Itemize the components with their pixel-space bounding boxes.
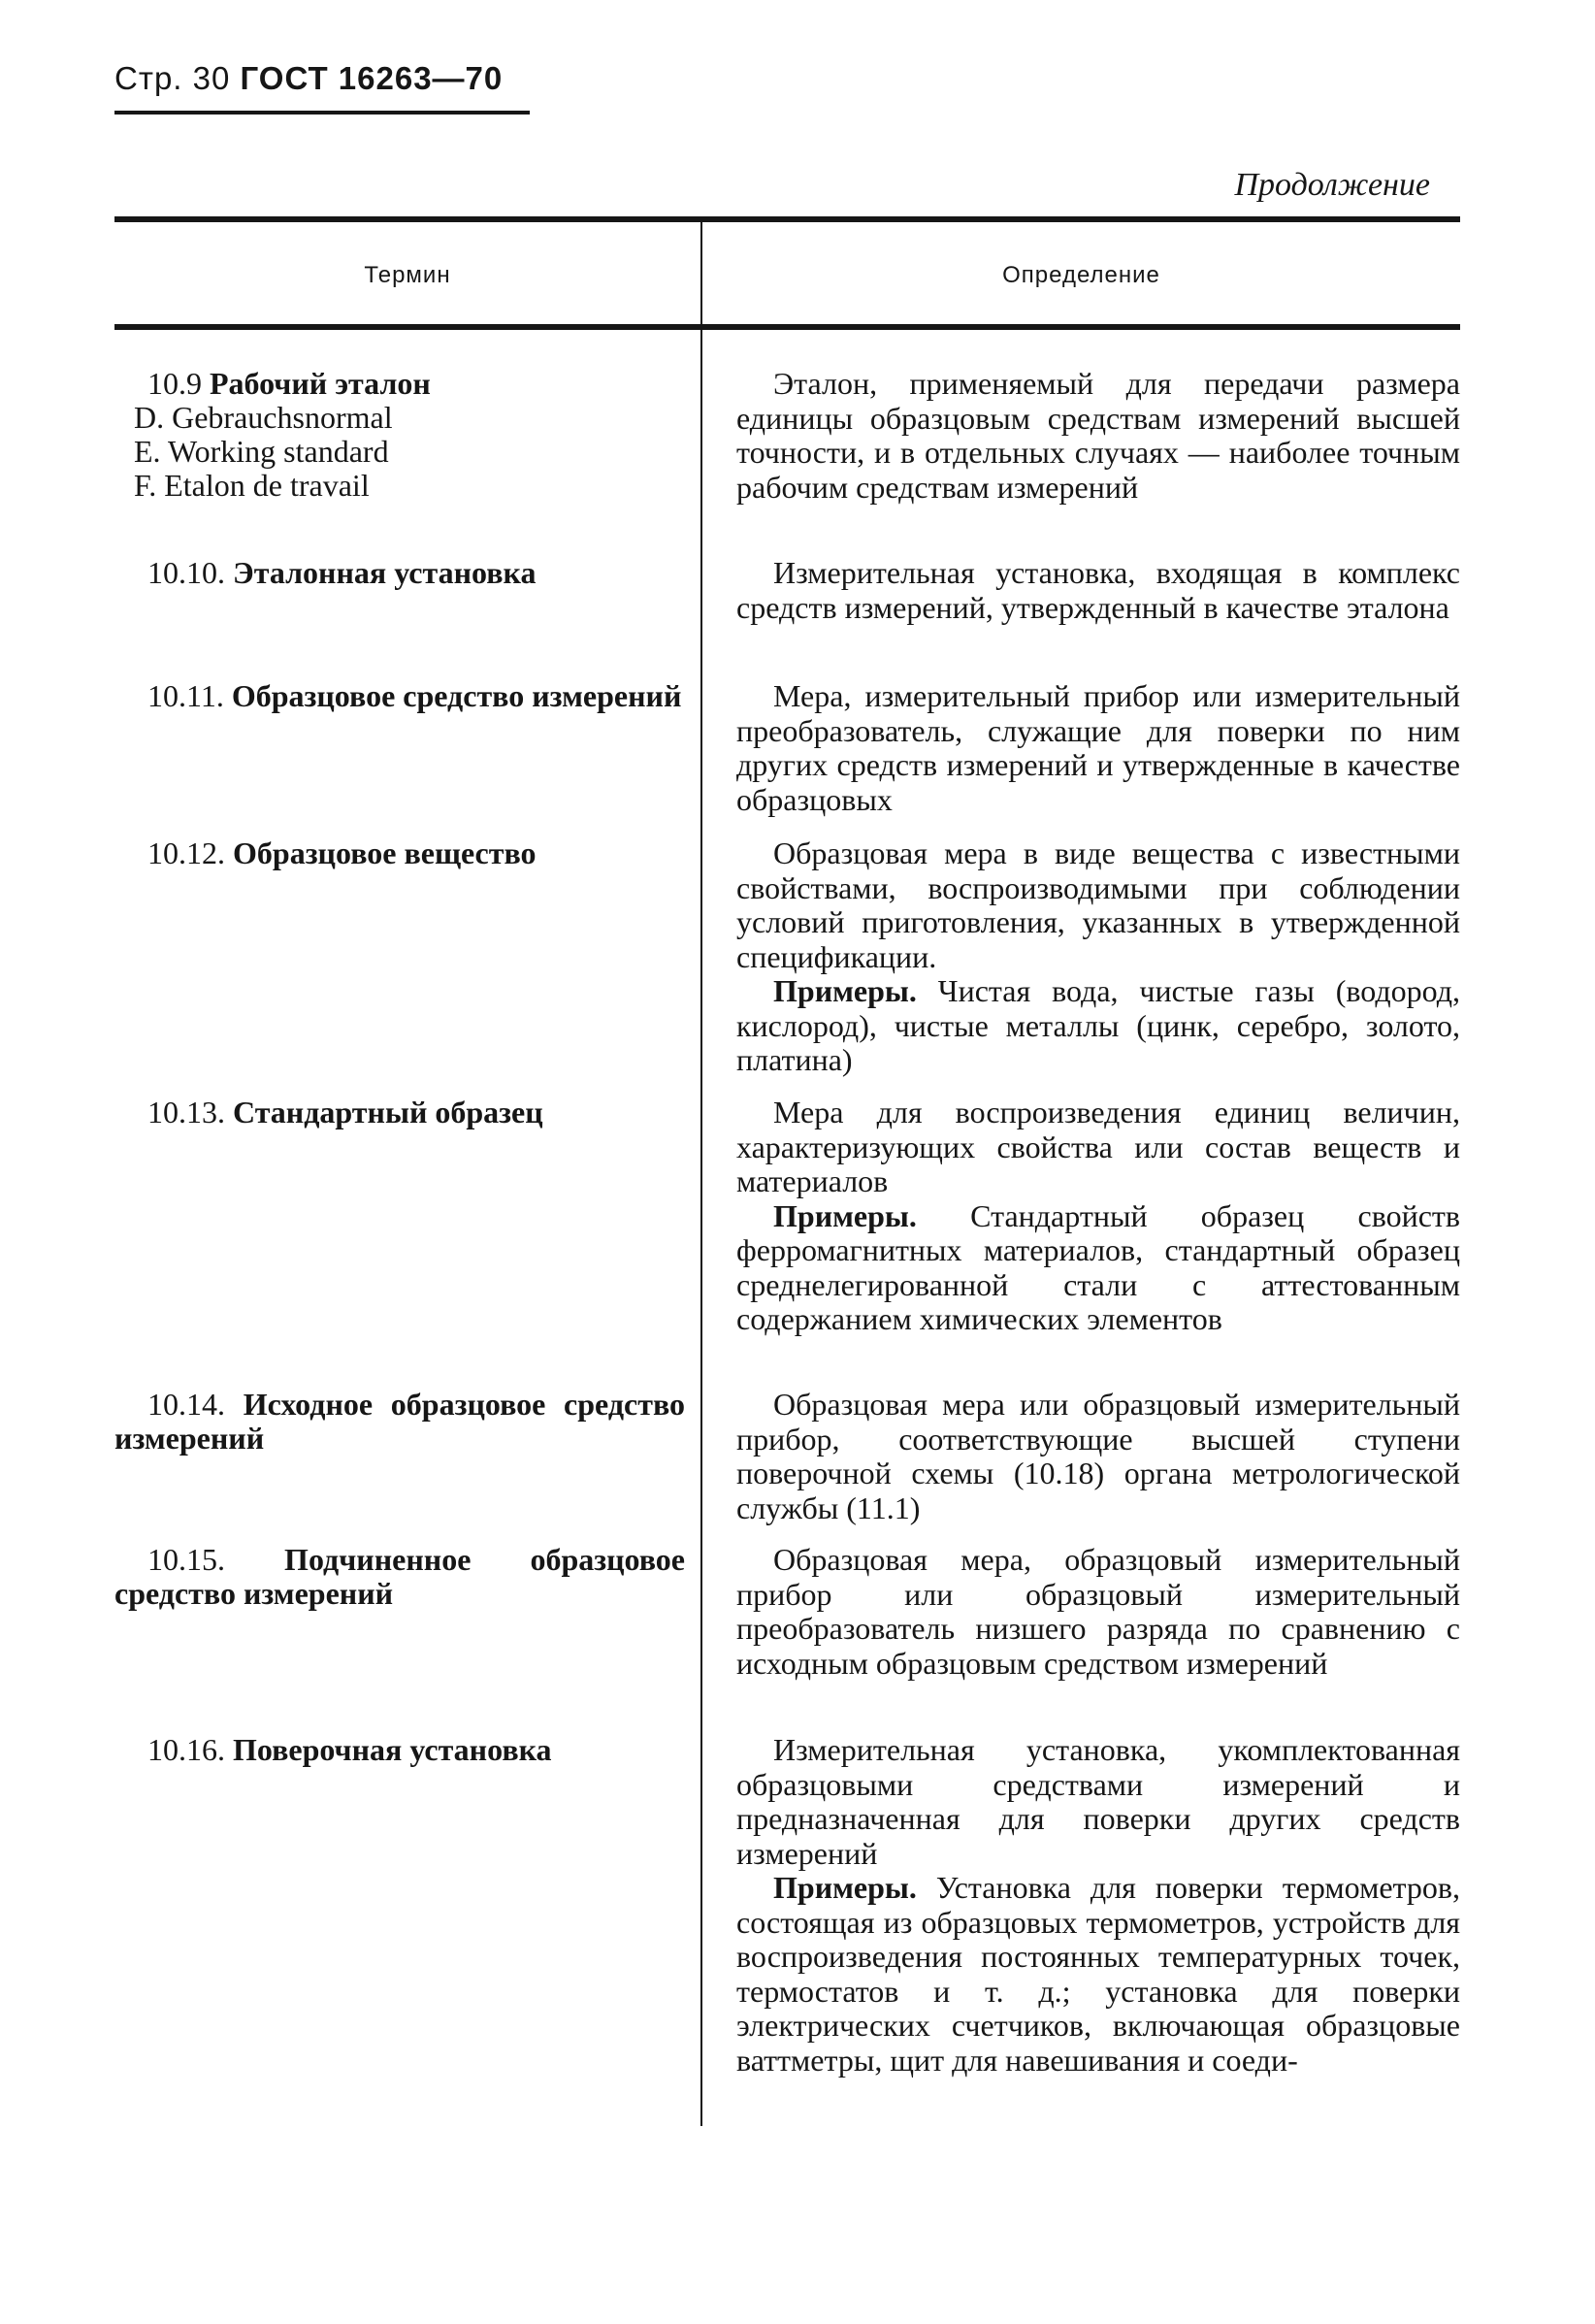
column-header-definition: Определение	[1002, 262, 1160, 288]
definition-text: Измерительная установка, входящая в комплекс средств измерений, утвержденный в качестве эталона	[736, 555, 1460, 625]
term-cell	[114, 556, 685, 590]
column-header-term: Термин	[364, 262, 451, 288]
page-header	[114, 60, 503, 97]
term-number: 10.9	[147, 366, 202, 401]
example-label: Примеры.	[773, 1870, 917, 1905]
term-cell	[114, 836, 685, 870]
term-number: 10.15.	[147, 1542, 225, 1577]
example-text: Стандартный образец свойств ферромагнитных материалов, стандартный образец среднелегированной стали с аттестованным содержанием химических элементов	[736, 1197, 1460, 1336]
definition-text: Мера для воспроизведения единиц величин, характеризующих свойства или состав веществ и материалов	[736, 1095, 1460, 1198]
definition-text: Образцовая мера в виде вещества с известными свойствами, воспроизводимыми при соблюдении условий приготовления, указанных в утвержденной спецификации.	[736, 835, 1460, 974]
column-divider	[700, 222, 702, 2126]
example-label: Примеры.	[773, 973, 917, 1008]
definition-cell	[736, 1096, 1460, 1337]
definition-cell	[736, 1388, 1460, 1525]
term-cell	[114, 367, 685, 503]
translation-en: E. Working standard	[134, 434, 389, 469]
term-name: Исходное образцовое средство измерений	[114, 1387, 686, 1456]
term-number: 10.16.	[147, 1732, 225, 1767]
translation-fr: F. Etalon de travail	[134, 468, 370, 503]
definition-cell	[736, 1733, 1460, 2078]
page-number: Стр. 30	[114, 60, 231, 96]
term-name: Рабочий эталон	[210, 366, 431, 401]
term-cell	[114, 1733, 685, 1767]
term-cell	[114, 1096, 685, 1129]
example-paragraph	[736, 1871, 1460, 2078]
definition-text: Эталон, применяемый для передачи размера единицы образцовым средствам измерений высшей точности, и в отдельных случаях — наиболее точным рабочим средствам измерений	[736, 366, 1460, 505]
term-cell	[114, 1388, 685, 1456]
definition-cell	[736, 556, 1460, 625]
term-name: Подчиненное образцовое средство измерений	[114, 1542, 686, 1611]
standard-number: ГОСТ 16263—70	[240, 60, 504, 96]
term-number: 10.14.	[147, 1387, 225, 1422]
definition-text: Образцовая мера или образцовый измерительный прибор, соответствующие высшей ступени поверочной схемы (10.18) органа метрологической службы (11.1)	[736, 1387, 1460, 1525]
term-cell	[114, 679, 685, 713]
continuation-label: Продолжение	[1234, 167, 1430, 203]
example-paragraph	[736, 1199, 1460, 1337]
definition-cell	[736, 836, 1460, 1078]
header-underline	[114, 111, 530, 115]
table-header-rule	[114, 324, 1460, 330]
term-name: Стандартный образец	[233, 1095, 543, 1129]
definition-text: Измерительная установка, укомплектованная образцовыми средствами измерений и предназначенная для поверки других средств измерений	[736, 1732, 1460, 1871]
term-number: 10.13.	[147, 1095, 225, 1129]
definition-cell	[736, 1543, 1460, 1681]
table-top-rule	[114, 216, 1460, 222]
definition-text: Мера, измерительный прибор или измерительный преобразователь, служащие для поверки по ним других средств измерений и утвержденные в качестве образцовых	[736, 678, 1460, 817]
term-name: Образцовое средство измерений	[231, 678, 682, 713]
example-paragraph	[736, 974, 1460, 1078]
term-name: Образцовое вещество	[233, 835, 537, 870]
term-cell	[114, 1543, 685, 1611]
term-number: 10.11.	[147, 678, 224, 713]
example-label: Примеры.	[773, 1197, 917, 1233]
example-text: Установка для поверки термометров, состоящая из образцовых термометров, устройств для воспроизведения постоянных температурных точек, термостатов и т. д.; установка для поверки электрических счетчиков, включающая образцовые ваттметры, щит для навешивания и соеди-	[736, 1870, 1461, 2078]
definition-cell	[736, 367, 1460, 505]
example-text: Чистая вода, чистые газы (водород, кислород), чистые металлы (цинк, серебро, золото, платина)	[736, 973, 1460, 1077]
translation-de: D. Gebrauchsnormal	[134, 400, 393, 435]
term-name: Эталонная установка	[233, 555, 537, 590]
term-name: Поверочная установка	[233, 1732, 552, 1767]
definition-text: Образцовая мера, образцовый измерительный прибор или образцовый измерительный преобразователь низшего разряда по сравнению с исходным образцовым средством измерений	[736, 1542, 1460, 1681]
definition-cell	[736, 679, 1460, 817]
term-number: 10.10.	[147, 555, 225, 590]
term-number: 10.12.	[147, 835, 225, 870]
